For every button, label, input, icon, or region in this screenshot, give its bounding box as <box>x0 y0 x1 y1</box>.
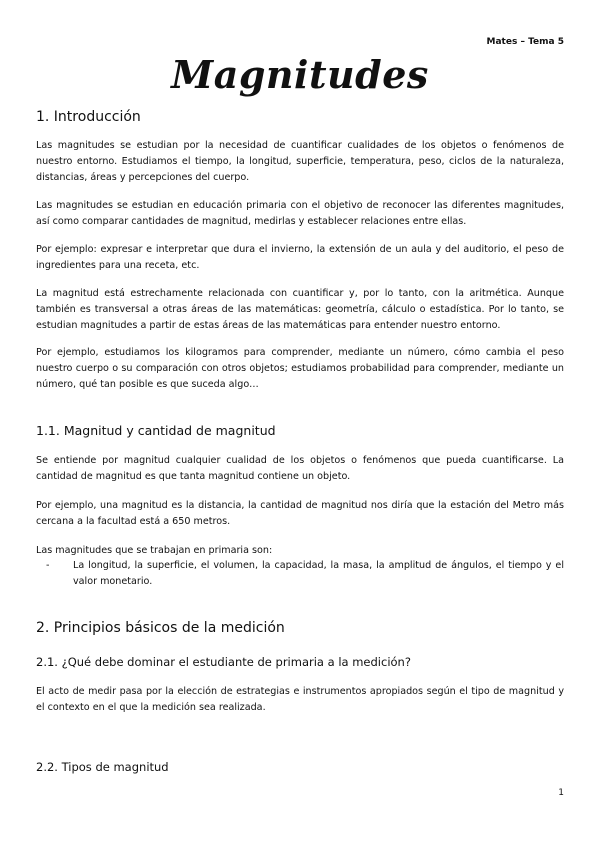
document-title: Magnitudes <box>171 52 429 97</box>
subsection-heading-tipos-magnitud: 2.2. Tipos de magnitud <box>36 760 169 774</box>
paragraph: Se entiende por magnitud cualquier cualidad de los objetos o fenómenos que pueda cuantificarse. La cantidad de magnitud es que tanta magnitud contiene un objeto. <box>36 455 564 482</box>
paragraph: Por ejemplo, una magnitud es la distancia, la cantidad de magnitud nos diría que la estación del Metro más cercana a la facultad está a 650 metros. <box>36 500 564 527</box>
subsection-heading-que-debe-dominar: 2.1. ¿Qué debe dominar el estudiante de primaria a la medición? <box>36 655 411 669</box>
paragraph: Las magnitudes se estudian en educación primaria con el objetivo de reconocer las diferentes magnitudes, así como comparar cantidades de magnitud, medirlas y establecer relaciones entre ellas. <box>36 200 564 227</box>
paragraph: Las magnitudes que se trabajan en primaria son: <box>36 545 273 556</box>
bullet-dash: - <box>46 560 50 571</box>
list-item <box>46 558 564 590</box>
header-subject-tag: Mates – Tema 5 <box>486 37 564 47</box>
paragraph: Por ejemplo: expresar e interpretar que dura el invierno, la extensión de un aula y del auditorio, el peso de ingredientes para una receta, etc. <box>36 244 564 271</box>
paragraph: Las magnitudes se estudian por la necesidad de cuantificar cualidades de los objetos o fenómenos de nuestro entorno. Estudiamos el tiempo, la longitud, superficie, temperatura, peso, ciclos de la naturaleza, distancias, áreas y percepciones del cuerpo. <box>36 140 564 183</box>
list-item-text: La longitud, la superficie, el volumen, la capacidad, la masa, la amplitud de ángulos, el tiempo y el valor monetario. <box>73 560 564 587</box>
section-heading-introduccion: 1. Introducción <box>36 109 141 125</box>
section-heading-magnitud-cantidad: 1.1. Magnitud y cantidad de magnitud <box>36 423 276 438</box>
paragraph: El acto de medir pasa por la elección de estrategias e instrumentos apropiados según el tipo de magnitud y el contexto en el que la medición sea realizada. <box>36 686 564 713</box>
section-heading-principios-medicion: 2. Principios básicos de la medición <box>36 620 285 636</box>
paragraph: La magnitud está estrechamente relacionada con cuantificar y, por lo tanto, con la aritmética. Aunque también es transversal a otras áreas de las matemáticas: geometría, cálculo o estadística. Por lo tanto, se estudian magnitudes a partir de estas áreas de las matemáticas para entender nuestro entorno. <box>36 288 564 331</box>
page-number: 1 <box>558 788 564 798</box>
paragraph: Por ejemplo, estudiamos los kilogramos para comprender, mediante un número, cómo cambia el peso nuestro cuerpo o su comparación con otros objetos; estudiamos probabilidad para comprender, mediante un número, qué tan posible es que suceda algo… <box>36 347 564 390</box>
